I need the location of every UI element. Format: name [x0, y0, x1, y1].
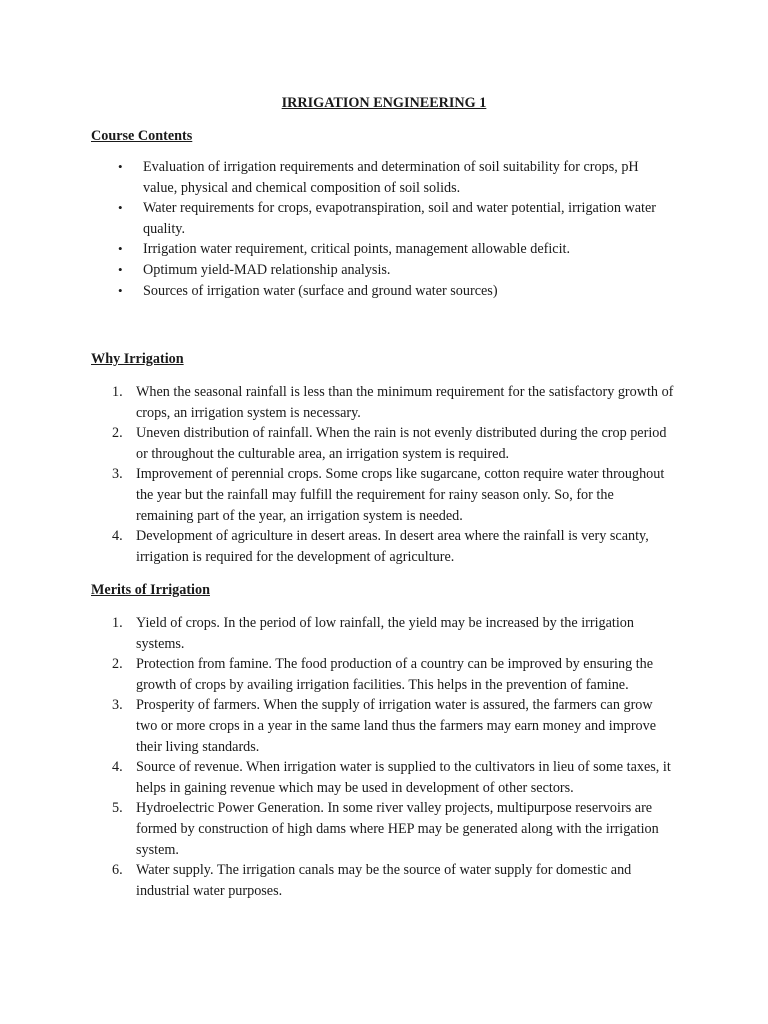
list-item-text: Optimum yield-MAD relationship analysis.	[143, 261, 391, 278]
list-item-text: Hydroelectric Power Generation. In some river valley projects, multipurpose reservoirs are formed by construction of high dams where HEP may be generated along with the irrigation system.	[136, 800, 659, 858]
list-item	[0, 464, 674, 526]
bullet-icon: •	[118, 200, 123, 216]
list-item-text: Development of agriculture in desert areas. In desert area where the rainfall is very scanty, irrigation is required for the development of agriculture.	[136, 528, 649, 565]
list-item-text: Water supply. The irrigation canals may be the source of water supply for domestic and industrial water purposes.	[136, 862, 632, 899]
list-item-text: Uneven distribution of rainfall. When the rain is not evenly distributed during the crop period or throughout the culturable area, an irrigation system is required.	[136, 425, 667, 462]
list-item-number: 6.	[112, 862, 123, 879]
list-item-number: 1.	[112, 384, 123, 400]
bullet-icon: •	[118, 282, 123, 298]
list-item-number: 3.	[112, 697, 123, 714]
list-item-number: 2.	[112, 425, 123, 442]
list-item-number: 2.	[112, 656, 123, 673]
merits-list	[0, 613, 768, 901]
bullet-icon: •	[118, 159, 123, 174]
list-item-number: 5.	[112, 800, 123, 817]
list-item-text: Protection from famine. The food production of a country can be improved by ensuring the growth of crops by availing irrigation facilities. This helps in the prevention of famine.	[136, 656, 654, 693]
list-item	[0, 613, 674, 654]
list-item-number: 4.	[112, 759, 123, 776]
list-item	[0, 239, 673, 260]
course-contents-heading: Course Contents	[91, 128, 193, 144]
list-item-text: Prosperity of farmers. When the supply of irrigation water is assured, the farmers can grow two or more crops in a year in the same land thus the farmers may earn money and improve their living standards.	[136, 697, 657, 755]
list-item	[0, 526, 674, 567]
list-item-number: 4.	[112, 528, 123, 545]
list-item-number: 3.	[112, 466, 123, 483]
list-item	[0, 860, 674, 901]
why-irrigation-list	[0, 382, 768, 567]
list-item-text: Evaluation of irrigation requirements and determination of soil suitability for crops, pH value, physical and chemical composition of soil solids.	[143, 159, 639, 196]
bullet-icon: •	[118, 261, 123, 277]
document-title: IRRIGATION ENGINEERING 1	[281, 95, 487, 111]
list-item-text: Irrigation water requirement, critical points, management allowable deficit.	[143, 241, 571, 258]
list-item	[0, 798, 674, 860]
list-item-text: Water requirements for crops, evapotranspiration, soil and water potential, irrigation water quality.	[143, 200, 656, 237]
why-irrigation-heading: Why Irrigation	[91, 351, 184, 367]
list-item	[0, 260, 673, 281]
list-item-text: When the seasonal rainfall is less than the minimum requirement for the satisfactory growth of crops, an irrigation system is necessary.	[136, 384, 674, 421]
list-item	[0, 695, 674, 757]
list-item-number: 1.	[112, 615, 123, 631]
list-item	[0, 423, 674, 464]
list-item	[0, 281, 673, 302]
merits-heading: Merits of Irrigation	[91, 582, 210, 598]
list-item	[0, 654, 674, 695]
course-contents-list	[0, 157, 768, 301]
list-item	[0, 382, 674, 423]
list-item	[0, 757, 674, 798]
list-item-text: Sources of irrigation water (surface and ground water sources)	[143, 282, 498, 299]
list-item-text: Source of revenue. When irrigation water is supplied to the cultivators in lieu of some taxes, it helps in gaining revenue which may be used in development of other sectors.	[136, 759, 671, 796]
list-item	[0, 157, 673, 198]
bullet-icon: •	[118, 241, 123, 257]
list-item	[0, 198, 673, 239]
list-item-text: Yield of crops. In the period of low rainfall, the yield may be increased by the irrigation systems.	[136, 615, 634, 652]
list-item-text: Improvement of perennial crops. Some crops like sugarcane, cotton require water throughout the year but the rainfall may fulfill the requirement for rainy season only. So, for the remaining part of the year, an irrigation system is needed.	[136, 466, 665, 524]
